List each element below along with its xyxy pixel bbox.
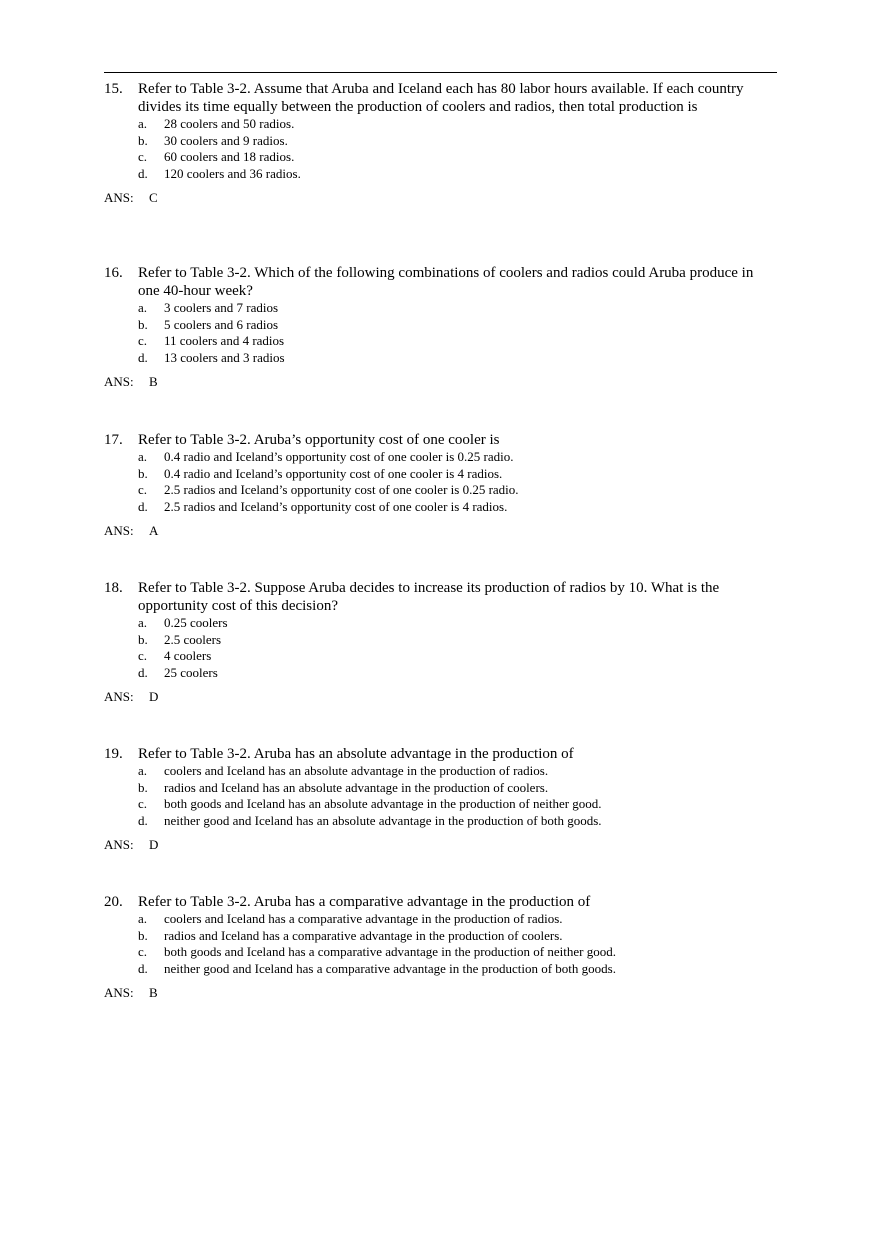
choice-d <box>138 961 777 978</box>
choice-text: 5 coolers and 6 radios <box>164 316 279 332</box>
question-number: 18. <box>104 580 123 596</box>
question-text: Refer to Table 3-2. Aruba’s opportunity cost of one cooler is <box>138 432 500 448</box>
choice-c <box>138 796 777 813</box>
choice-text: 0.4 radio and Iceland’s opportunity cost of one cooler is 4 radios. <box>164 465 503 481</box>
choice-letter: c. <box>138 944 148 960</box>
choice-text: 13 coolers and 3 radios <box>164 349 285 365</box>
choice-d <box>138 166 777 183</box>
answer-value: B <box>149 985 158 1001</box>
choice-text: 3 coolers and 7 radios <box>164 300 279 315</box>
answer-line <box>104 374 777 390</box>
choice-text: 25 coolers <box>164 664 218 680</box>
choice-a <box>138 763 777 780</box>
question-15 <box>104 80 777 206</box>
question-20 <box>104 893 777 1001</box>
choice-letter: a. <box>138 911 148 926</box>
question-number: 19. <box>104 746 123 762</box>
choice-letter: c. <box>138 333 148 349</box>
question-stem <box>104 893 777 911</box>
choice-d <box>138 813 777 830</box>
question-number: 16. <box>104 265 123 281</box>
choice-list <box>104 911 777 977</box>
choice-b <box>138 133 777 150</box>
choice-letter: b. <box>138 631 148 647</box>
answer-label: ANS: <box>104 837 134 853</box>
choice-text: 2.5 coolers <box>164 631 222 647</box>
question-text: Refer to Table 3-2. Assume that Aruba and Iceland each has 80 labor hours available. If each country divides its time equally between the production of coolers and radios, then total production is <box>138 81 744 115</box>
choice-text: radios and Iceland has a comparative advantage in the production of coolers. <box>164 927 563 943</box>
answer-line <box>104 837 777 853</box>
question-stem <box>104 579 777 615</box>
answer-value: C <box>149 190 158 206</box>
choice-a <box>138 911 777 928</box>
choice-letter: a. <box>138 116 148 131</box>
choice-c <box>138 648 777 665</box>
choice-letter: a. <box>138 763 148 778</box>
question-17 <box>104 431 777 539</box>
answer-value: B <box>149 374 158 390</box>
choice-text: 120 coolers and 36 radios. <box>164 165 301 181</box>
choice-letter: c. <box>138 149 148 165</box>
choice-text: both goods and Iceland has an absolute advantage in the production of neither good. <box>164 796 602 812</box>
choice-text: neither good and Iceland has an absolute advantage in the production of both goods. <box>164 812 602 828</box>
choice-d <box>138 665 777 682</box>
choice-a <box>138 615 777 632</box>
answer-label: ANS: <box>104 985 134 1001</box>
choice-text: 2.5 radios and Iceland’s opportunity cost of one cooler is 4 radios. <box>164 498 508 514</box>
choice-letter: d. <box>138 165 148 181</box>
question-16 <box>104 264 777 390</box>
choice-a <box>138 449 777 466</box>
choice-c <box>138 333 777 350</box>
choice-letter: b. <box>138 132 148 148</box>
question-text: Refer to Table 3-2. Aruba has an absolute advantage in the production of <box>138 746 574 762</box>
question-text: Refer to Table 3-2. Suppose Aruba decides to increase its production of radios by 10. What is the opportunity cost of this decision? <box>138 580 720 614</box>
answer-line <box>104 190 777 206</box>
question-text: Refer to Table 3-2. Which of the following combinations of coolers and radios could Aruba produce in one 40-hour week? <box>138 265 754 299</box>
answer-value: A <box>149 523 159 539</box>
choice-text: coolers and Iceland has an absolute advantage in the production of radios. <box>164 763 549 778</box>
answer-label: ANS: <box>104 689 134 705</box>
choice-text: 0.4 radio and Iceland’s opportunity cost of one cooler is 0.25 radio. <box>164 449 514 464</box>
answer-value: D <box>149 689 159 705</box>
choice-list <box>104 300 777 366</box>
choice-text: 28 coolers and 50 radios. <box>164 116 295 131</box>
choice-b <box>138 780 777 797</box>
choice-letter: c. <box>138 482 148 498</box>
question-stem <box>104 264 777 300</box>
answer-value: D <box>149 837 159 853</box>
choice-c <box>138 149 777 166</box>
choice-list <box>104 449 777 515</box>
choice-letter: c. <box>138 796 148 812</box>
choice-letter: b. <box>138 316 148 332</box>
choice-letter: b. <box>138 779 148 795</box>
choice-text: neither good and Iceland has a comparative advantage in the production of both goods. <box>164 960 616 976</box>
question-text: Refer to Table 3-2. Aruba has a comparative advantage in the production of <box>138 894 591 910</box>
choice-text: radios and Iceland has an absolute advantage in the production of coolers. <box>164 779 549 795</box>
choice-letter: d. <box>138 960 148 976</box>
question-stem <box>104 431 777 449</box>
choice-letter: d. <box>138 498 148 514</box>
choice-d <box>138 350 777 367</box>
choice-b <box>138 632 777 649</box>
choice-text: 0.25 coolers <box>164 615 228 630</box>
top-rule <box>104 72 777 73</box>
choice-d <box>138 499 777 516</box>
answer-line <box>104 689 777 705</box>
choice-list <box>104 615 777 681</box>
answer-label: ANS: <box>104 523 134 539</box>
question-number: 20. <box>104 894 123 910</box>
choice-letter: a. <box>138 449 148 464</box>
answer-line <box>104 985 777 1001</box>
question-18 <box>104 579 777 705</box>
choice-text: 60 coolers and 18 radios. <box>164 149 295 165</box>
choice-letter: d. <box>138 812 148 828</box>
choice-a <box>138 116 777 133</box>
choice-letter: b. <box>138 465 148 481</box>
choice-text: 2.5 radios and Iceland’s opportunity cost of one cooler is 0.25 radio. <box>164 482 519 498</box>
choice-letter: c. <box>138 648 148 664</box>
choice-text: 4 coolers <box>164 648 212 664</box>
choice-letter: a. <box>138 300 148 315</box>
choice-letter: a. <box>138 615 148 630</box>
choice-list <box>104 116 777 182</box>
choice-c <box>138 482 777 499</box>
choice-c <box>138 944 777 961</box>
choice-list <box>104 763 777 829</box>
answer-label: ANS: <box>104 190 134 206</box>
choice-b <box>138 466 777 483</box>
choice-letter: b. <box>138 927 148 943</box>
question-stem <box>104 80 777 116</box>
question-19 <box>104 745 777 853</box>
choice-letter: d. <box>138 349 148 365</box>
choice-b <box>138 928 777 945</box>
choice-letter: d. <box>138 664 148 680</box>
question-stem <box>104 745 777 763</box>
choice-b <box>138 317 777 334</box>
choice-text: 11 coolers and 4 radios <box>164 333 285 349</box>
choice-a <box>138 300 777 317</box>
answer-line <box>104 523 777 539</box>
choice-text: both goods and Iceland has a comparative advantage in the production of neither good. <box>164 944 616 960</box>
question-number: 17. <box>104 432 123 448</box>
choice-text: 30 coolers and 9 radios. <box>164 132 288 148</box>
choice-text: coolers and Iceland has a comparative advantage in the production of radios. <box>164 911 563 926</box>
answer-label: ANS: <box>104 374 134 390</box>
question-number: 15. <box>104 81 123 97</box>
